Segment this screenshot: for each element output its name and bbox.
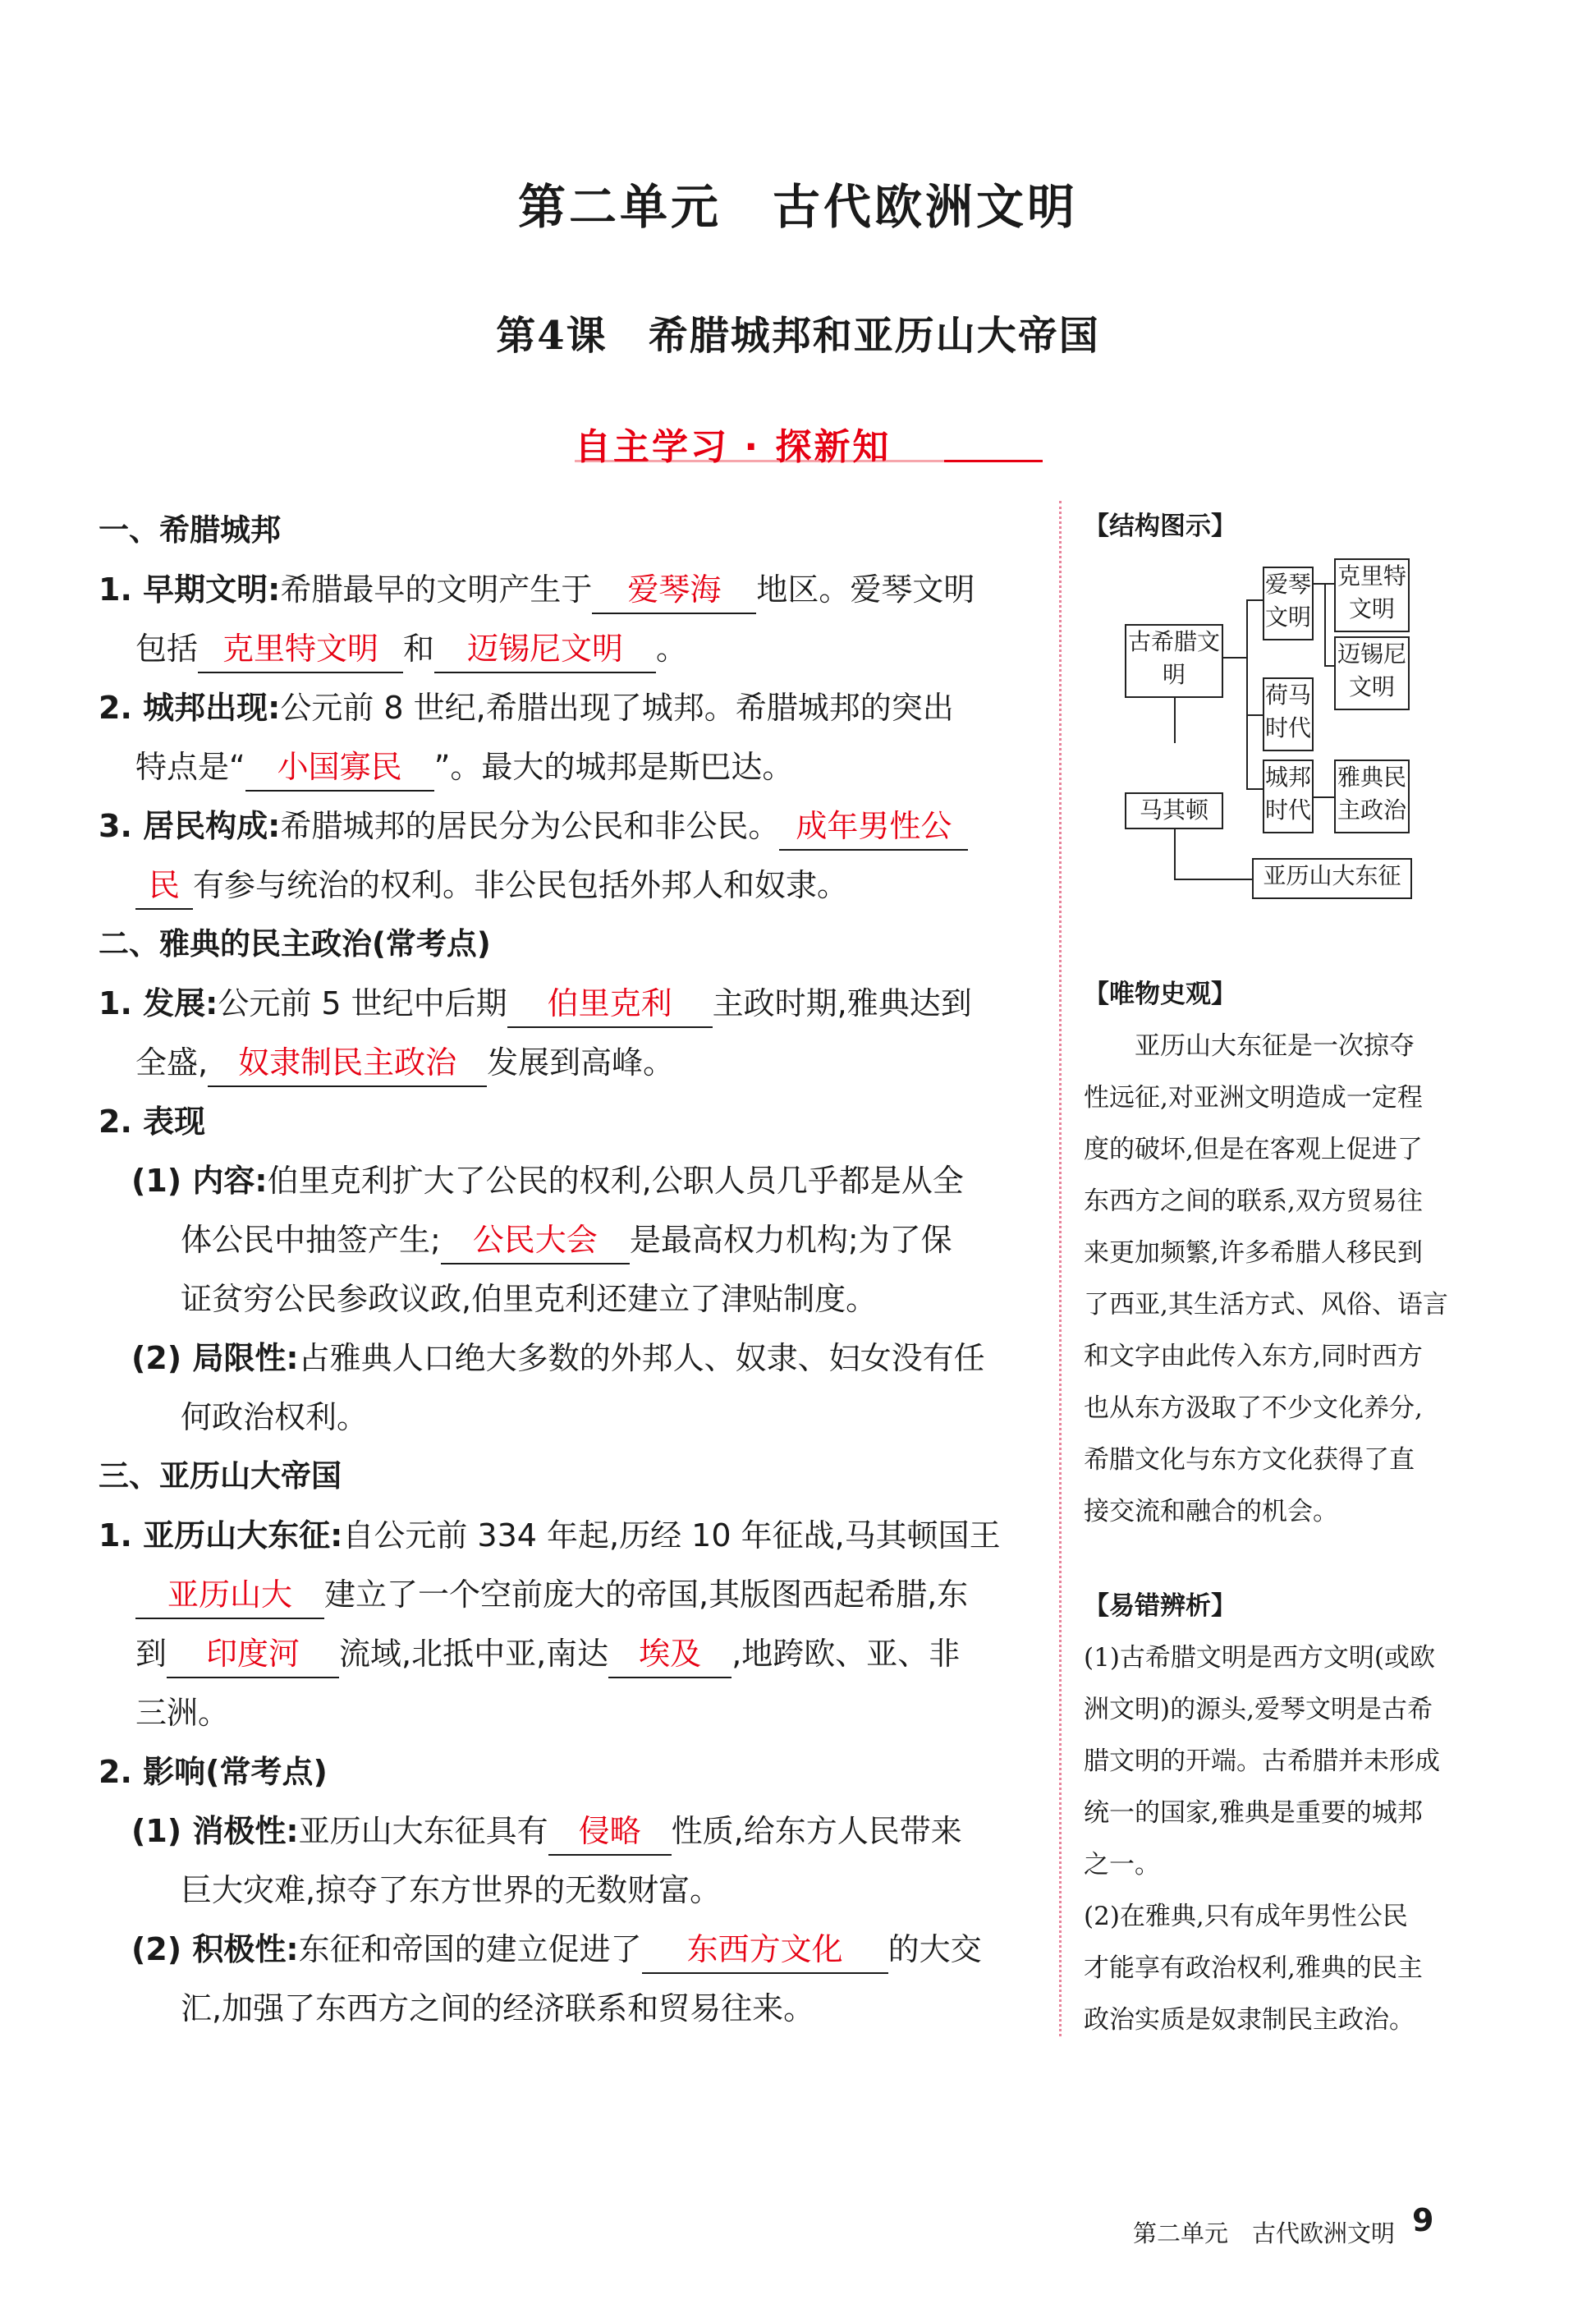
answer-blank: 埃及 [608,1631,732,1678]
s2-limit-cont: 何政治权利。 [181,1399,369,1435]
s1-item-3: 3. 居民构成:希腊城邦的居民分为公民和非公民。 成年男性公 [99,796,1026,856]
section-banner: 自主学习 · 探新知 [575,426,892,468]
answer-blank: 小国寡民 [245,744,434,792]
s1-item-1: 1. 早期文明:希腊最早的文明产生于 爱琴海 地区。爱琴文明 [99,560,1026,619]
unit-title: 第二单元 古代欧洲文明 [517,179,1078,235]
s3-item-2: 2. 影响(常考点) [99,1754,328,1790]
page-number: 9 [1412,2202,1434,2238]
s2-content-cont-1: 体公民中抽签产生; 公民大会 是最高权力机构;为了保 [99,1210,1026,1269]
s2-item-1-cont: 全盛, 奴隶制民主政治 发展到高峰。 [99,1033,1026,1092]
answer-blank: 公民大会 [441,1217,630,1264]
node-citystate: 城邦时代 [1263,760,1314,833]
common-errors-box: 【易错辨析】 (1)古希腊文明是西方文明(或欧 洲文明)的源头,爱琴文明是古希 腊文明的开端。古希腊并未形成 统一的国家,雅典是重要的城邦 之一。 (2)在雅典,只有成年男性公民 才能享有政治权利,雅典的民主 政治实质是奴隶制民主政治。 [1084,1581,1470,2046]
node-ancient-greek: 古希腊文明 [1125,624,1223,698]
s3-positive: (2) 积极性:东征和帝国的建立促进了 东西方文化 的大交 [99,1920,1026,1979]
answer-blank: 克里特文明 [198,626,403,673]
answer-blank: 东西方文化 [642,1926,888,1974]
materialism-box: 【唯物史观】 亚历山大东征是一次掠夺 性远征,对亚洲文明造成一定程 度的破坏,但是在客观上促进了 东西方之间的联系,双方贸易往 来更加频繁,许多希腊人移民到 了西亚,其生活方式、风俗、语言 和文字由此传入东方,同时西方 也从东方汲取了不少文化养分, 希腊文化与东方文化获得了直 接交流和融合的机会。 [1084,969,1470,1538]
answer-blank: 奴隶制民主政治 [208,1040,487,1087]
node-crete: 克里特文明 [1334,558,1410,632]
s1-item-3-cont: 民 有参与统治的权利。非公民包括外邦人和奴隶。 [99,856,1026,915]
column-divider [1059,501,1062,2036]
main-column [99,501,1026,2038]
node-athens: 雅典民主政治 [1334,760,1410,833]
banner-rule [944,460,1043,462]
s1-item-2: 2. 城邦出现:公元前 8 世纪,希腊出现了城邦。希腊城邦的突出 [99,690,954,726]
s3-negative: (1) 消极性:亚历山大东征具有 侵略 性质,给东方人民带来 [99,1801,1026,1861]
s1-item-1-cont: 包括 克里特文明 和 迈锡尼文明 。 [99,619,1026,678]
s3-item-1: 1. 亚历山大东征:自公元前 334 年起,历经 10 年征战,马其顿国王 [99,1517,1001,1554]
node-aegean: 爱琴文明 [1263,567,1314,640]
s2-content-cont-2: 证贫穷公民参政议政,伯里克利还建立了津贴制度。 [181,1281,878,1317]
section-3-heading: 三、亚历山大帝国 [99,1458,342,1494]
section-2-heading: 二、雅典的民主政治(常考点) [99,926,491,962]
s1-item-2-cont: 特点是“ 小国寡民 ”。最大的城邦是斯巴达。 [99,737,1026,796]
answer-blank: 印度河 [167,1631,339,1678]
node-homer: 荷马时代 [1263,677,1314,751]
answer-blank: 伯里克利 [507,980,713,1028]
structure-diagram [1125,558,1486,903]
footer-unit: 第二单元 古代欧洲文明 [1133,2219,1396,2247]
node-eastern-campaign: 亚历山大东征 [1252,858,1412,899]
common-errors-heading: 【易错辨析】 [1084,1591,1236,1621]
materialism-heading: 【唯物史观】 [1084,980,1236,1009]
s2-limit: (2) 局限性:占雅典人口绝大多数的外邦人、奴隶、妇女没有任 [131,1340,985,1376]
s3-positive-cont: 汇,加强了东西方之间的经济联系和贸易往来。 [181,1990,815,2026]
s3-negative-cont: 巨大灾难,掠夺了东方世界的无数财富。 [181,1872,722,1908]
answer-blank: 爱琴海 [592,567,756,614]
lesson-title: 第4课 希腊城邦和亚历山大帝国 [496,313,1100,359]
diagram-heading: 【结构图示】 [1084,512,1236,541]
s2-content: (1) 内容:伯里克利扩大了公民的权利,公职人员几乎都是从全 [131,1163,964,1199]
answer-blank: 侵略 [548,1808,672,1856]
section-1-heading: 一、希腊城邦 [99,512,281,548]
answer-blank: 成年男性公 [779,803,968,851]
s3-item-1-cont-2: 到 印度河 流域,北抵中亚,南达 埃及 ,地跨欧、亚、非 [99,1624,1026,1683]
s2-item-2: 2. 表现 [99,1104,206,1140]
answer-blank: 迈锡尼文明 [434,626,656,673]
answer-blank: 亚历山大 [135,1572,324,1619]
node-macedon: 马其顿 [1125,792,1223,829]
node-mycenae: 迈锡尼文明 [1334,636,1410,710]
s3-item-1-cont-3: 三洲。 [135,1695,230,1731]
s2-item-1: 1. 发展:公元前 5 世纪中后期 伯里克利 主政时期,雅典达到 [99,974,1026,1033]
answer-blank: 民 [135,862,193,910]
s3-item-1-cont-1: 亚历山大 建立了一个空前庞大的帝国,其版图西起希腊,东 [99,1565,1026,1624]
